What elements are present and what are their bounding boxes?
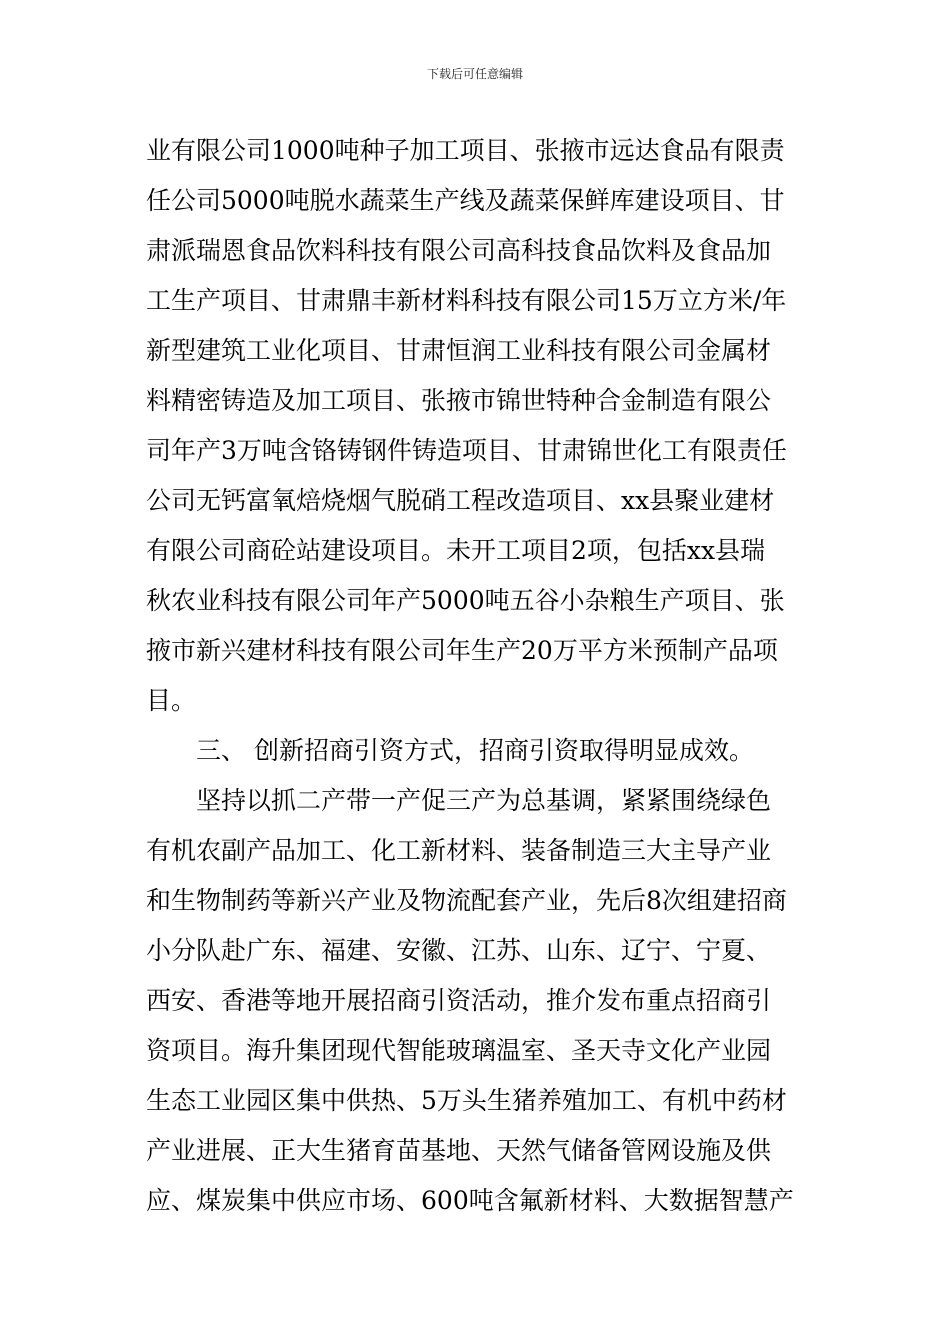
- body-line: 有限公司商砼站建设项目。未开工项目2项，包括xx县瑞: [146, 536, 766, 565]
- body-line: 肃派瑞恩食品饮料科技有限公司高科技食品饮料及食品加: [146, 236, 772, 265]
- body-line: 掖市新兴建材科技有限公司年生产20万平方米预制产品项: [146, 636, 778, 665]
- page-header: 下载后可任意编辑: [426, 67, 523, 81]
- body-line: 任公司5000吨脱水蔬菜生产线及蔬菜保鲜库建设项目、甘: [146, 186, 785, 215]
- body-line: 业有限公司1000吨种子加工项目、张掖市远达食品有限责: [146, 136, 785, 165]
- body-line: 生态工业园区集中供热、5万头生猪养殖加工、有机中药材: [146, 1086, 787, 1115]
- section-heading: 三、 创新招商引资方式，招商引资取得明显成效。: [196, 736, 754, 765]
- document-body: [146, 126, 806, 1226]
- body-line: 资项目。海升集团现代智能玻璃温室、圣天寺文化产业园: [146, 1036, 772, 1065]
- body-line: 小分队赴广东、福建、安徽、江苏、山东、辽宁、宁夏、: [146, 936, 772, 965]
- body-line: 有机农副产品加工、化工新材料、装备制造三大主导产业: [146, 836, 772, 865]
- body-line: 产业进展、正大生猪育苗基地、天然气储备管网设施及供: [146, 1136, 772, 1165]
- body-line: 新型建筑工业化项目、甘肃恒润工业科技有限公司金属材: [146, 336, 772, 365]
- body-line: 工生产项目、甘肃鼎丰新材料科技有限公司15万立方米/年: [146, 286, 787, 315]
- body-line: 目。: [146, 686, 197, 715]
- body-line: 秋农业科技有限公司年产5000吨五谷小杂粮生产项目、张: [146, 586, 785, 615]
- paragraph-first-line: 坚持以抓二产带一产促三产为总基调，紧紧围绕绿色: [196, 786, 772, 815]
- body-line: 和生物制药等新兴产业及物流配套产业，先后8次组建招商: [146, 886, 787, 915]
- body-line: 应、煤炭集中供应市场、600吨含氟新材料、大数据智慧产: [146, 1186, 794, 1215]
- body-line: 西安、香港等地开展招商引资活动，推介发布重点招商引: [146, 986, 772, 1015]
- body-line: 料精密铸造及加工项目、张掖市锦世特种合金制造有限公: [146, 386, 772, 415]
- body-line: 公司无钙富氧焙烧烟气脱硝工程改造项目、xx县聚业建材: [146, 486, 775, 515]
- body-line: 司年产3万吨含铬铸钢件铸造项目、甘肃锦世化工有限责任: [146, 436, 787, 465]
